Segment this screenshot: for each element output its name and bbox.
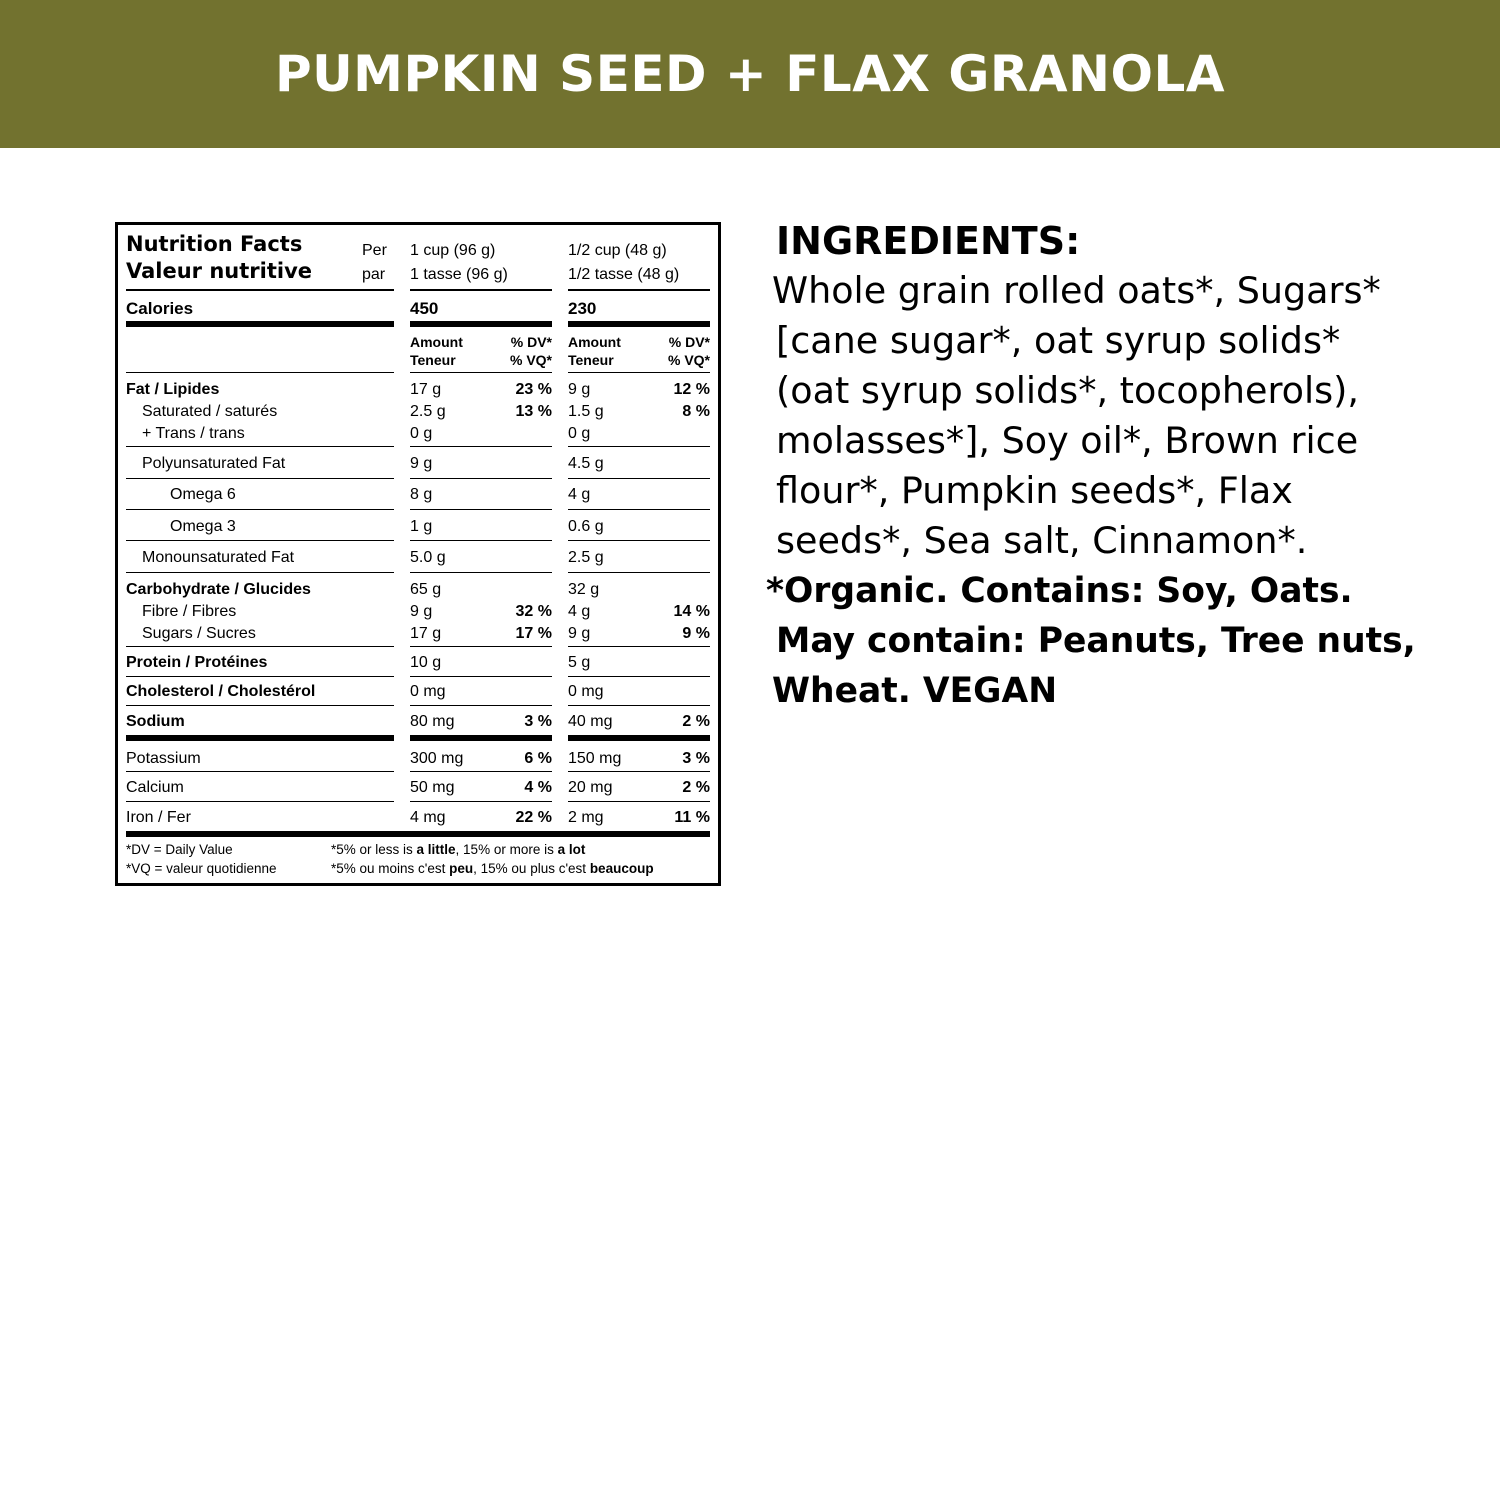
divider bbox=[568, 289, 710, 291]
dv-1: 13 % bbox=[515, 403, 552, 420]
amount-1: 1 g bbox=[410, 518, 433, 535]
dv-1: 4 % bbox=[524, 779, 552, 796]
dv-2: 2 % bbox=[682, 713, 710, 730]
serving2-fr: 1/2 tasse (48 g) bbox=[568, 266, 680, 283]
divider bbox=[568, 801, 710, 802]
header-banner bbox=[0, 0, 1500, 148]
nutrient-label: Sodium bbox=[126, 713, 185, 730]
product-title: PUMPKIN SEED + FLAX GRANOLA bbox=[274, 45, 1226, 103]
divider bbox=[568, 372, 710, 373]
divider bbox=[568, 540, 710, 541]
nutrient-label: Carbohydrate / Glucides bbox=[126, 581, 311, 598]
divider bbox=[410, 572, 552, 573]
divider bbox=[568, 509, 710, 510]
nutrient-label: Iron / Fer bbox=[126, 809, 191, 826]
divider bbox=[410, 705, 552, 706]
calories-value-1: 450 bbox=[410, 299, 439, 318]
nutrient-label: Fibre / Fibres bbox=[142, 603, 237, 620]
divider bbox=[410, 801, 552, 802]
amount-2: 0.6 g bbox=[568, 518, 604, 535]
nutrient-label: Omega 3 bbox=[170, 518, 236, 535]
ingredients-section bbox=[766, 216, 1472, 716]
thick-divider bbox=[126, 831, 710, 837]
amount-1: 17 g bbox=[410, 625, 442, 642]
divider bbox=[126, 676, 394, 677]
nutrient-label: Calcium bbox=[126, 779, 184, 796]
amount-header-fr: Teneur bbox=[568, 352, 614, 368]
divider bbox=[568, 705, 710, 706]
divider bbox=[410, 509, 552, 510]
amount-2: 4.5 g bbox=[568, 455, 604, 472]
amount-1: 80 mg bbox=[410, 713, 455, 730]
divider bbox=[410, 646, 552, 647]
amount-1: 65 g bbox=[410, 581, 442, 598]
amount-1: 0 g bbox=[410, 425, 433, 442]
nutrient-label: + Trans / trans bbox=[142, 425, 245, 442]
divider bbox=[126, 478, 394, 479]
ingredients-text: Whole grain rolled oats*, Sugars* [cane sugar*, oat syrup solids* (oat syrup solids*, tocopherols), molasses*], Soy oil*, Brown rice flour*, Pumpkin seeds*, Flax seeds*, Sea salt, Cinnamon*. bbox=[772, 269, 1381, 562]
divider bbox=[126, 646, 394, 647]
divider bbox=[410, 771, 552, 772]
divider bbox=[126, 801, 394, 802]
amount-2: 20 mg bbox=[568, 779, 613, 796]
dv-2: 3 % bbox=[682, 750, 710, 767]
nutrient-label: Protein / Protéines bbox=[126, 654, 268, 671]
amount-1: 9 g bbox=[410, 455, 433, 472]
amount-2: 4 g bbox=[568, 486, 591, 503]
nutrient-label: Potassium bbox=[126, 750, 201, 767]
nutrition-title-en: Nutrition Facts bbox=[126, 232, 303, 256]
divider bbox=[410, 478, 552, 479]
dv-1: 23 % bbox=[515, 381, 552, 398]
thick-divider bbox=[126, 735, 394, 741]
allergen-statement: *Organic. Contains: Soy, Oats. May contain: Peanuts, Tree nuts, Wheat. VEGAN bbox=[766, 571, 1416, 711]
serving1-fr: 1 tasse (96 g) bbox=[410, 266, 508, 283]
dv-1: 6 % bbox=[524, 750, 552, 767]
divider bbox=[126, 289, 394, 291]
thick-divider bbox=[568, 735, 710, 741]
amount-2: 40 mg bbox=[568, 713, 613, 730]
amount-2: 5 g bbox=[568, 654, 591, 671]
thick-divider bbox=[126, 321, 394, 327]
dv-2: 2 % bbox=[682, 779, 710, 796]
divider bbox=[410, 676, 552, 677]
ingredients-heading: INGREDIENTS: bbox=[776, 219, 1081, 263]
amount-2: 0 g bbox=[568, 425, 591, 442]
dv-2: 12 % bbox=[673, 381, 710, 398]
calories-value-2: 230 bbox=[568, 299, 597, 318]
dv-1: 22 % bbox=[515, 809, 552, 826]
nutrient-label: Fat / Lipides bbox=[126, 381, 220, 398]
par-label: par bbox=[362, 266, 386, 283]
amount-1: 4 mg bbox=[410, 809, 446, 826]
amount-1: 2.5 g bbox=[410, 403, 446, 420]
dv-header-en: % DV* bbox=[510, 334, 552, 350]
nutrition-facts-table bbox=[115, 222, 721, 886]
dv-2: 9 % bbox=[682, 625, 710, 642]
divider bbox=[126, 446, 394, 447]
dv-2: 11 % bbox=[674, 809, 710, 826]
divider bbox=[126, 705, 394, 706]
footnote-guide-fr: *5% ou moins c'est peu, 15% ou plus c'est beaucoup bbox=[331, 861, 654, 876]
nutrient-label: Cholesterol / Cholestérol bbox=[126, 683, 316, 700]
nutrient-label: Polyunsaturated Fat bbox=[142, 455, 286, 472]
footnote-dv-fr: *VQ = valeur quotidienne bbox=[126, 861, 277, 876]
amount-1: 5.0 g bbox=[410, 549, 446, 566]
amount-2: 32 g bbox=[568, 581, 600, 598]
amount-2: 1.5 g bbox=[568, 403, 604, 420]
thick-divider bbox=[410, 735, 552, 741]
dv-header-fr: % VQ* bbox=[509, 352, 552, 368]
divider bbox=[568, 771, 710, 772]
amount-1: 10 g bbox=[410, 654, 442, 671]
divider bbox=[568, 676, 710, 677]
dv-1: 17 % bbox=[515, 625, 552, 642]
divider bbox=[126, 572, 394, 573]
divider bbox=[410, 372, 552, 373]
dv-2: 14 % bbox=[673, 603, 710, 620]
thick-divider bbox=[568, 321, 710, 327]
amount-2: 9 g bbox=[568, 381, 591, 398]
amount-1: 8 g bbox=[410, 486, 433, 503]
thick-divider bbox=[410, 321, 552, 327]
nutrient-label: Saturated / saturés bbox=[142, 403, 278, 420]
divider bbox=[568, 446, 710, 447]
serving1-en: 1 cup (96 g) bbox=[410, 242, 496, 259]
amount-2: 4 g bbox=[568, 603, 591, 620]
calories-label: Calories bbox=[126, 299, 194, 318]
amount-2: 9 g bbox=[568, 625, 591, 642]
divider bbox=[410, 540, 552, 541]
nutrient-label: Omega 6 bbox=[170, 486, 236, 503]
divider bbox=[410, 289, 552, 291]
amount-2: 150 mg bbox=[568, 750, 622, 767]
amount-1: 50 mg bbox=[410, 779, 455, 796]
divider bbox=[126, 540, 394, 541]
amount-2: 2 mg bbox=[568, 809, 604, 826]
divider bbox=[568, 572, 710, 573]
divider bbox=[410, 446, 552, 447]
amount-1: 300 mg bbox=[410, 750, 464, 767]
amount-header-en: Amount bbox=[410, 334, 463, 350]
amount-header-fr: Teneur bbox=[410, 352, 456, 368]
amount-1: 17 g bbox=[410, 381, 442, 398]
per-label: Per bbox=[362, 242, 387, 259]
amount-header-en: Amount bbox=[568, 334, 621, 350]
nutrition-title-fr: Valeur nutritive bbox=[126, 259, 312, 283]
divider bbox=[126, 509, 394, 510]
dv-2: 8 % bbox=[682, 403, 710, 420]
footnote-dv-en: *DV = Daily Value bbox=[126, 842, 233, 857]
dv-1: 3 % bbox=[524, 713, 552, 730]
serving2-en: 1/2 cup (48 g) bbox=[568, 242, 667, 259]
amount-1: 0 mg bbox=[410, 683, 446, 700]
dv-1: 32 % bbox=[515, 603, 552, 620]
divider bbox=[568, 646, 710, 647]
dv-header-en: % DV* bbox=[668, 334, 710, 350]
divider bbox=[568, 478, 710, 479]
divider bbox=[126, 771, 394, 772]
dv-header-fr: % VQ* bbox=[667, 352, 710, 368]
footnote-guide-en: *5% or less is a little, 15% or more is a lot bbox=[331, 842, 586, 857]
nutrient-label: Monounsaturated Fat bbox=[142, 549, 295, 566]
amount-2: 2.5 g bbox=[568, 549, 604, 566]
amount-2: 0 mg bbox=[568, 683, 604, 700]
divider bbox=[126, 372, 394, 373]
nutrient-label: Sugars / Sucres bbox=[142, 625, 256, 642]
amount-1: 9 g bbox=[410, 603, 433, 620]
